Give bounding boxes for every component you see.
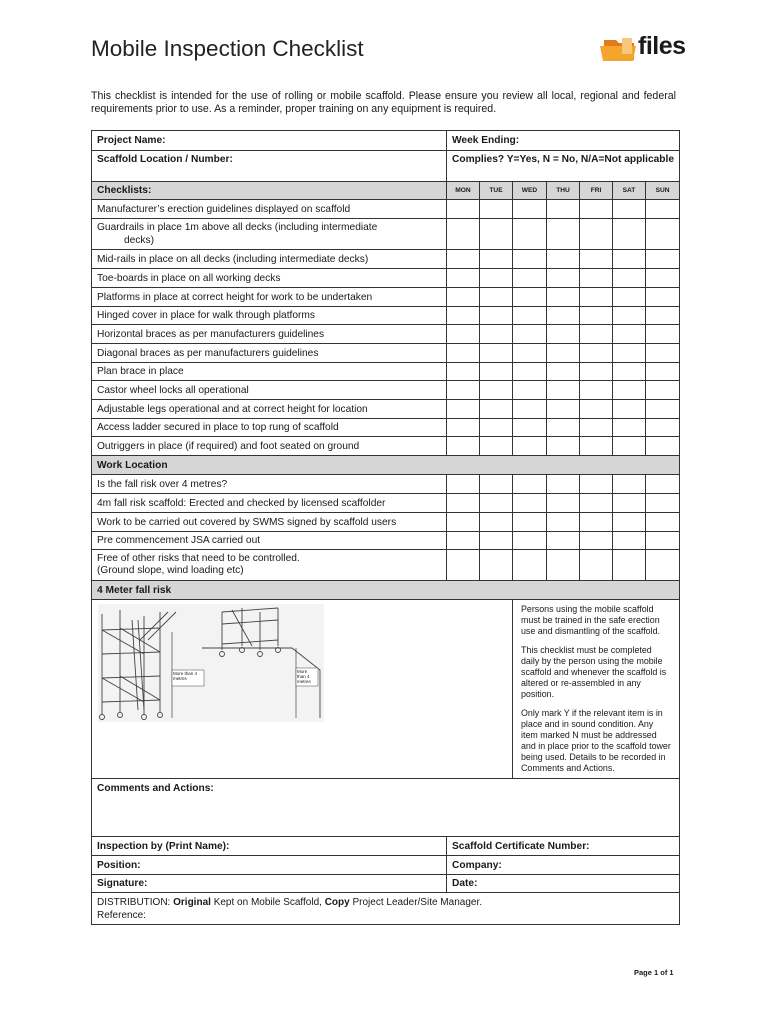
check-cell[interactable] bbox=[580, 344, 613, 363]
folder-logo-icon bbox=[598, 36, 638, 62]
check-cell[interactable] bbox=[480, 363, 513, 381]
comments-row bbox=[92, 779, 680, 837]
check-cell[interactable] bbox=[580, 532, 613, 550]
checklist-row bbox=[92, 250, 680, 269]
check-cell[interactable] bbox=[646, 381, 680, 400]
check-cell[interactable] bbox=[646, 475, 680, 494]
check-cell[interactable] bbox=[480, 381, 513, 400]
check-cell[interactable] bbox=[580, 363, 613, 381]
check-cell[interactable] bbox=[447, 437, 480, 456]
check-cell[interactable] bbox=[447, 325, 480, 344]
check-cell[interactable] bbox=[447, 419, 480, 437]
distribution-label: DISTRIBUTION: bbox=[97, 897, 174, 908]
checklist-item: Diagonal braces as per manufacturers guidelines bbox=[92, 344, 447, 363]
check-cell[interactable] bbox=[646, 363, 680, 381]
check-cell[interactable] bbox=[480, 200, 513, 219]
check-cell[interactable] bbox=[580, 400, 613, 419]
check-cell[interactable] bbox=[580, 550, 613, 581]
check-cell[interactable] bbox=[480, 219, 513, 250]
check-cell[interactable] bbox=[447, 288, 480, 307]
work-location-item: Work to be carried out covered by SWMS signed by scaffold users bbox=[92, 513, 447, 532]
checklist-row bbox=[92, 344, 680, 363]
check-cell[interactable] bbox=[447, 344, 480, 363]
distribution-copy-text: Project Leader/Site Manager. bbox=[349, 897, 483, 908]
check-cell[interactable] bbox=[447, 513, 480, 532]
fall-risk-info bbox=[513, 600, 680, 779]
work-location-item: 4m fall risk scaffold: Erected and checked by licensed scaffolder bbox=[92, 494, 447, 513]
check-cell[interactable] bbox=[547, 550, 580, 581]
work-location-row bbox=[92, 494, 680, 513]
checklist-item: Outriggers in place (if required) and foot seated on ground bbox=[92, 437, 447, 456]
check-cell[interactable] bbox=[480, 344, 513, 363]
info-paragraph: Persons using the mobile scaffold must be trained in the safe erection use and dismantling of the scaffold. bbox=[521, 604, 660, 636]
check-cell[interactable] bbox=[547, 269, 580, 288]
check-cell[interactable] bbox=[547, 219, 580, 250]
check-cell[interactable] bbox=[513, 400, 547, 419]
work-location-item: Is the fall risk over 4 metres? bbox=[92, 475, 447, 494]
check-cell[interactable] bbox=[580, 419, 613, 437]
work-location-item-text-cont: (Ground slope, wind loading etc) bbox=[97, 565, 244, 576]
check-cell[interactable] bbox=[646, 513, 680, 532]
check-cell[interactable] bbox=[447, 307, 480, 325]
check-cell[interactable] bbox=[646, 307, 680, 325]
check-cell[interactable] bbox=[646, 344, 680, 363]
check-cell[interactable] bbox=[447, 381, 480, 400]
checklist-item: Castor wheel locks all operational bbox=[92, 381, 447, 400]
check-cell[interactable] bbox=[513, 475, 547, 494]
check-cell[interactable] bbox=[513, 437, 547, 456]
check-cell[interactable] bbox=[613, 269, 646, 288]
check-cell[interactable] bbox=[480, 419, 513, 437]
check-cell[interactable] bbox=[547, 475, 580, 494]
check-cell[interactable] bbox=[447, 532, 480, 550]
check-cell[interactable] bbox=[547, 532, 580, 550]
check-cell[interactable] bbox=[613, 437, 646, 456]
distribution-original-text: Kept on Mobile Scaffold, bbox=[210, 897, 325, 908]
comments-field[interactable]: Comments and Actions: bbox=[92, 779, 680, 837]
work-location-row bbox=[92, 513, 680, 532]
check-cell[interactable] bbox=[547, 200, 580, 219]
check-cell[interactable] bbox=[547, 288, 580, 307]
check-cell[interactable] bbox=[613, 307, 646, 325]
checklist-item: Toe-boards in place on all working decks bbox=[92, 269, 447, 288]
check-cell[interactable] bbox=[447, 250, 480, 269]
check-cell[interactable] bbox=[580, 381, 613, 400]
check-cell[interactable] bbox=[613, 419, 646, 437]
signoff-row bbox=[92, 875, 680, 893]
checklist-row bbox=[92, 437, 680, 456]
checklist-row bbox=[92, 419, 680, 437]
height-label-left: More than 4 metres bbox=[173, 671, 198, 681]
check-cell[interactable] bbox=[480, 475, 513, 494]
check-cell[interactable] bbox=[613, 363, 646, 381]
page-title: Mobile Inspection Checklist bbox=[91, 36, 364, 61]
check-cell[interactable] bbox=[580, 475, 613, 494]
check-cell[interactable] bbox=[547, 419, 580, 437]
checklist-item: Access ladder secured in place to top rung of scaffold bbox=[92, 419, 447, 437]
check-cell[interactable] bbox=[646, 200, 680, 219]
day-header: WED bbox=[513, 182, 547, 200]
day-header: SAT bbox=[613, 182, 646, 200]
check-cell[interactable] bbox=[547, 400, 580, 419]
check-cell[interactable] bbox=[513, 363, 547, 381]
logo-text: files bbox=[638, 32, 686, 60]
check-cell[interactable] bbox=[480, 513, 513, 532]
day-header: SUN bbox=[646, 182, 680, 200]
checklist-item: Hinged cover in place for walk through platforms bbox=[92, 307, 447, 325]
check-cell[interactable] bbox=[447, 363, 480, 381]
check-cell[interactable] bbox=[547, 363, 580, 381]
check-cell[interactable] bbox=[513, 550, 547, 581]
company-field[interactable]: Company: bbox=[447, 856, 680, 875]
checklist-item-text: Guardrails in place 1m above all decks (including intermediate bbox=[97, 222, 378, 233]
scaffold-diagram-cell bbox=[92, 600, 513, 779]
distribution-row bbox=[92, 893, 680, 925]
check-cell[interactable] bbox=[513, 381, 547, 400]
check-cell[interactable] bbox=[580, 219, 613, 250]
check-cell[interactable] bbox=[547, 494, 580, 513]
check-cell[interactable] bbox=[513, 288, 547, 307]
scaffold-diagram bbox=[92, 600, 362, 726]
complies-legend: Complies? Y=Yes, N = No, N/A=Not applicable bbox=[447, 151, 680, 182]
check-cell[interactable] bbox=[513, 219, 547, 250]
check-cell[interactable] bbox=[646, 494, 680, 513]
check-cell[interactable] bbox=[447, 494, 480, 513]
intro-paragraph: This checklist is intended for the use of rolling or mobile scaffold. Please ensure you review all local, regional and federal requirements prior to use. As a reminder, proper training on any equipment is required. bbox=[91, 90, 676, 115]
fall-risk-row bbox=[92, 600, 680, 779]
check-cell[interactable] bbox=[580, 269, 613, 288]
page-number: Page 1 of 1 bbox=[634, 968, 674, 977]
check-cell[interactable] bbox=[547, 437, 580, 456]
work-location-header: Work Location bbox=[92, 456, 680, 475]
check-cell[interactable] bbox=[580, 494, 613, 513]
date-field[interactable]: Date: bbox=[447, 875, 680, 893]
week-ending-field[interactable]: Week Ending: bbox=[447, 131, 680, 151]
check-cell[interactable] bbox=[613, 513, 646, 532]
check-cell[interactable] bbox=[580, 307, 613, 325]
info-paragraph: Only mark Y if the relevant item is in place and in sound condition. Any item marked N must be addressed and in place prior to the scaffold tower being used. Details to be recorded in Comments and Actions. bbox=[521, 708, 671, 773]
project-row bbox=[92, 131, 680, 151]
check-cell[interactable] bbox=[447, 475, 480, 494]
check-cell[interactable] bbox=[480, 400, 513, 419]
check-cell[interactable] bbox=[613, 288, 646, 307]
check-cell[interactable] bbox=[513, 513, 547, 532]
check-cell[interactable] bbox=[580, 513, 613, 532]
check-cell[interactable] bbox=[580, 200, 613, 219]
checklist-row bbox=[92, 307, 680, 325]
check-cell[interactable] bbox=[480, 532, 513, 550]
check-cell[interactable] bbox=[646, 419, 680, 437]
checklist-row bbox=[92, 400, 680, 419]
work-location-item bbox=[92, 550, 447, 581]
check-cell[interactable] bbox=[646, 437, 680, 456]
check-cell[interactable] bbox=[513, 494, 547, 513]
work-location-item: Pre commencement JSA carried out bbox=[92, 532, 447, 550]
check-cell[interactable] bbox=[480, 307, 513, 325]
check-cell[interactable] bbox=[480, 494, 513, 513]
day-header: TUE bbox=[480, 182, 513, 200]
fall-risk-header: 4 Meter fall risk bbox=[92, 581, 680, 600]
checklist-row bbox=[92, 381, 680, 400]
check-cell[interactable] bbox=[613, 400, 646, 419]
check-cell[interactable] bbox=[547, 250, 580, 269]
check-cell[interactable] bbox=[547, 325, 580, 344]
check-cell[interactable] bbox=[613, 550, 646, 581]
check-cell[interactable] bbox=[580, 250, 613, 269]
check-cell[interactable] bbox=[646, 400, 680, 419]
checklist-table bbox=[91, 130, 680, 925]
check-cell[interactable] bbox=[613, 325, 646, 344]
files-logo bbox=[598, 34, 710, 64]
scaffold-location-field[interactable]: Scaffold Location / Number: bbox=[92, 151, 447, 182]
checklist-item: Manufacturer’s erection guidelines displayed on scaffold bbox=[92, 200, 447, 219]
checklist-row bbox=[92, 363, 680, 381]
check-cell[interactable] bbox=[513, 269, 547, 288]
check-cell[interactable] bbox=[513, 200, 547, 219]
check-cell[interactable] bbox=[447, 200, 480, 219]
check-cell[interactable] bbox=[613, 250, 646, 269]
day-header: FRI bbox=[580, 182, 613, 200]
check-cell[interactable] bbox=[646, 550, 680, 581]
signature-field[interactable]: Signature: bbox=[92, 875, 447, 893]
check-cell[interactable] bbox=[613, 200, 646, 219]
work-location-item-text: Free of other risks that need to be controlled. bbox=[97, 553, 300, 564]
reference-field[interactable]: Reference: bbox=[97, 910, 146, 921]
check-cell[interactable] bbox=[547, 307, 580, 325]
check-cell[interactable] bbox=[447, 550, 480, 581]
day-header: THU bbox=[547, 182, 580, 200]
check-cell[interactable] bbox=[613, 381, 646, 400]
checklist-item: Horizontal braces as per manufacturers guidelines bbox=[92, 325, 447, 344]
check-cell[interactable] bbox=[613, 219, 646, 250]
check-cell[interactable] bbox=[480, 550, 513, 581]
check-cell[interactable] bbox=[547, 344, 580, 363]
check-cell[interactable] bbox=[646, 219, 680, 250]
check-cell[interactable] bbox=[613, 494, 646, 513]
check-cell[interactable] bbox=[513, 344, 547, 363]
distribution-note bbox=[92, 893, 680, 925]
inspection-by-field[interactable]: Inspection by (Print Name): bbox=[92, 837, 447, 856]
height-label-right: More than 4 metres bbox=[297, 669, 311, 684]
check-cell[interactable] bbox=[580, 288, 613, 307]
check-cell[interactable] bbox=[480, 437, 513, 456]
check-cell[interactable] bbox=[447, 400, 480, 419]
checklist-item: Platforms in place at correct height for work to be undertaken bbox=[92, 288, 447, 307]
work-location-header-row bbox=[92, 456, 680, 475]
check-cell[interactable] bbox=[613, 344, 646, 363]
check-cell[interactable] bbox=[646, 532, 680, 550]
info-paragraph: This checklist must be completed daily by the person using the mobile scaffold and whenever the scaffold is altered or re-assembled in any position. bbox=[521, 645, 667, 699]
checklist-row bbox=[92, 200, 680, 219]
checklist-row bbox=[92, 269, 680, 288]
position-field[interactable]: Position: bbox=[92, 856, 447, 875]
day-header: MON bbox=[447, 182, 480, 200]
checklist-row bbox=[92, 288, 680, 307]
check-cell[interactable] bbox=[513, 325, 547, 344]
check-cell[interactable] bbox=[613, 475, 646, 494]
distribution-copy: Copy bbox=[324, 897, 350, 908]
check-cell[interactable] bbox=[646, 269, 680, 288]
check-cell[interactable] bbox=[547, 381, 580, 400]
check-cell[interactable] bbox=[480, 250, 513, 269]
check-cell[interactable] bbox=[447, 219, 480, 250]
check-cell[interactable] bbox=[547, 513, 580, 532]
work-location-row bbox=[92, 532, 680, 550]
checklist-row bbox=[92, 325, 680, 344]
checklist-item: Plan brace in place bbox=[92, 363, 447, 381]
check-cell[interactable] bbox=[580, 325, 613, 344]
check-cell[interactable] bbox=[513, 419, 547, 437]
check-cell[interactable] bbox=[513, 532, 547, 550]
checklist-row bbox=[92, 219, 680, 250]
project-name-field[interactable]: Project Name: bbox=[92, 131, 447, 151]
checklists-header-row bbox=[92, 182, 680, 200]
distribution-original: Original bbox=[173, 897, 211, 908]
check-cell[interactable] bbox=[613, 532, 646, 550]
location-row bbox=[92, 151, 680, 182]
check-cell[interactable] bbox=[480, 269, 513, 288]
signoff-row bbox=[92, 856, 680, 875]
fall-risk-header-row bbox=[92, 581, 680, 600]
checklist-item-text-cont: decks) bbox=[124, 235, 155, 246]
check-cell[interactable] bbox=[447, 269, 480, 288]
check-cell[interactable] bbox=[646, 288, 680, 307]
work-location-row bbox=[92, 550, 680, 581]
checklist-item: Mid-rails in place on all decks (including intermediate decks) bbox=[92, 250, 447, 269]
check-cell[interactable] bbox=[580, 437, 613, 456]
check-cell[interactable] bbox=[513, 250, 547, 269]
check-cell[interactable] bbox=[480, 325, 513, 344]
check-cell[interactable] bbox=[480, 288, 513, 307]
check-cell[interactable] bbox=[646, 325, 680, 344]
checklists-header: Checklists: bbox=[92, 182, 447, 200]
check-cell[interactable] bbox=[646, 250, 680, 269]
work-location-row bbox=[92, 475, 680, 494]
check-cell[interactable] bbox=[513, 307, 547, 325]
certificate-number-field[interactable]: Scaffold Certificate Number: bbox=[447, 837, 680, 856]
checklist-item: Adjustable legs operational and at correct height for location bbox=[92, 400, 447, 419]
checklist-item bbox=[92, 219, 447, 250]
signoff-row bbox=[92, 837, 680, 856]
